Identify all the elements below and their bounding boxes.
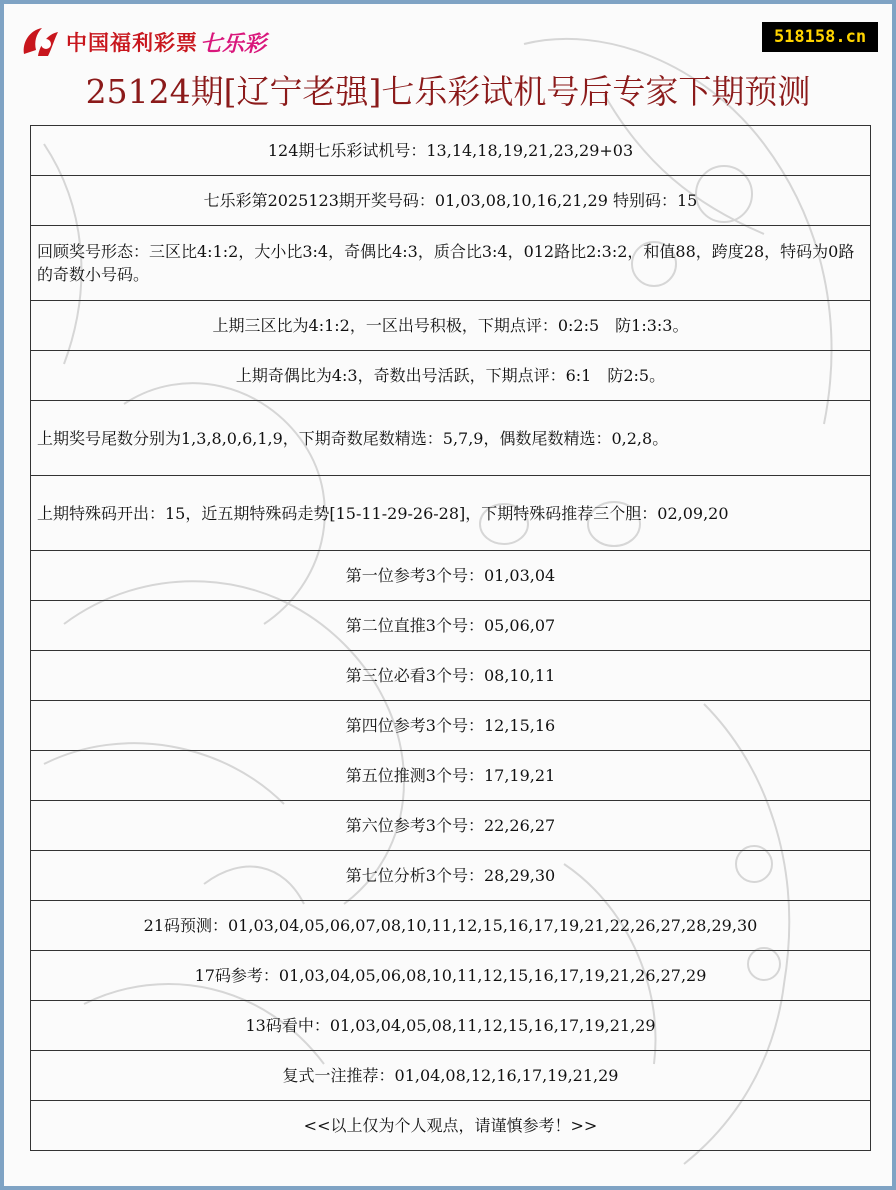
- row-text: 上期奖号尾数分别为1,3,8,0,6,1,9，下期奇数尾数精选：5,7,9，偶数尾数精选：0,2,8。: [37, 428, 669, 448]
- row-text: 124期七乐彩试机号：13,14,18,19,21,23,29+03: [267, 141, 634, 160]
- table-row: [31, 176, 870, 226]
- row-text: <<以上仅为个人观点，请谨慎参考！>>: [303, 1116, 598, 1135]
- row-text: 第二位直推3个号：05,06,07: [345, 616, 556, 635]
- table-row: [31, 851, 870, 901]
- row-text: 13码看中：01,03,04,05,08,11,12,15,16,17,19,21,29: [245, 1016, 656, 1035]
- table-row: [31, 1051, 870, 1101]
- table-row: [31, 951, 870, 1001]
- table-row: [31, 651, 870, 701]
- row-text: 上期特殊码开出：15，近五期特殊码走势[15-11-29-26-28]，下期特殊码推荐三个胆：02,09,20: [37, 503, 729, 523]
- row-text: 21码预测：01,03,04,05,06,07,08,10,11,12,15,16,17,19,21,22,26,27,28,29,30: [143, 916, 758, 935]
- row-text: 复式一注推荐：01,04,08,12,16,17,19,21,29: [282, 1066, 619, 1085]
- row-text: 回顾奖号形态：三区比4:1:2，大小比3:4，奇偶比4:3，质合比3:4，012路比2:3:2，和值88，跨度28，特码为0路的奇数小号码。: [37, 242, 855, 284]
- table-row: [31, 126, 870, 176]
- row-text: 七乐彩第2025123期开奖号码：01,03,08,10,16,21,29 特别码：15: [203, 191, 698, 210]
- table-row: [31, 351, 870, 401]
- table-row: [31, 1001, 870, 1051]
- prediction-table: [30, 125, 871, 1151]
- logo-subtext: 七乐彩: [200, 31, 267, 57]
- logo-text: 中国福利彩票: [66, 31, 198, 55]
- page-title: 25124期[辽宁老强]七乐彩试机号后专家下期预测: [85, 72, 811, 111]
- table-row: [31, 751, 870, 801]
- row-text: 第七位分析3个号：28,29,30: [345, 866, 556, 885]
- page-header: [4, 4, 892, 126]
- table-row: [31, 301, 870, 351]
- table-row: [31, 901, 870, 951]
- row-text: 第四位参考3个号：12,15,16: [345, 716, 556, 735]
- table-row: [31, 601, 870, 651]
- table-row: [31, 476, 870, 551]
- site-badge[interactable]: 518158.cn: [762, 22, 878, 52]
- table-row: [31, 551, 870, 601]
- row-text: 第五位推测3个号：17,19,21: [345, 766, 556, 785]
- lottery-logo: [18, 24, 266, 60]
- row-text: 第六位参考3个号：22,26,27: [345, 816, 556, 835]
- row-text: 第一位参考3个号：01,03,04: [345, 566, 556, 585]
- table-row: [31, 1101, 870, 1151]
- table-row: [31, 226, 870, 301]
- welfare-lottery-logo-icon: [18, 24, 62, 60]
- row-text: 上期三区比为4:1:2，一区出号积极，下期点评：0:2:5 防1:3:3。: [212, 316, 689, 335]
- row-text: 上期奇偶比为4:3，奇数出号活跃，下期点评：6:1 防2:5。: [235, 366, 666, 385]
- row-text: 17码参考：01,03,04,05,06,08,10,11,12,15,16,17,19,21,26,27,29: [194, 966, 707, 985]
- table-row: [31, 801, 870, 851]
- table-row: [31, 701, 870, 751]
- row-text: 第三位必看3个号：08,10,11: [345, 666, 556, 685]
- table-row: [31, 401, 870, 476]
